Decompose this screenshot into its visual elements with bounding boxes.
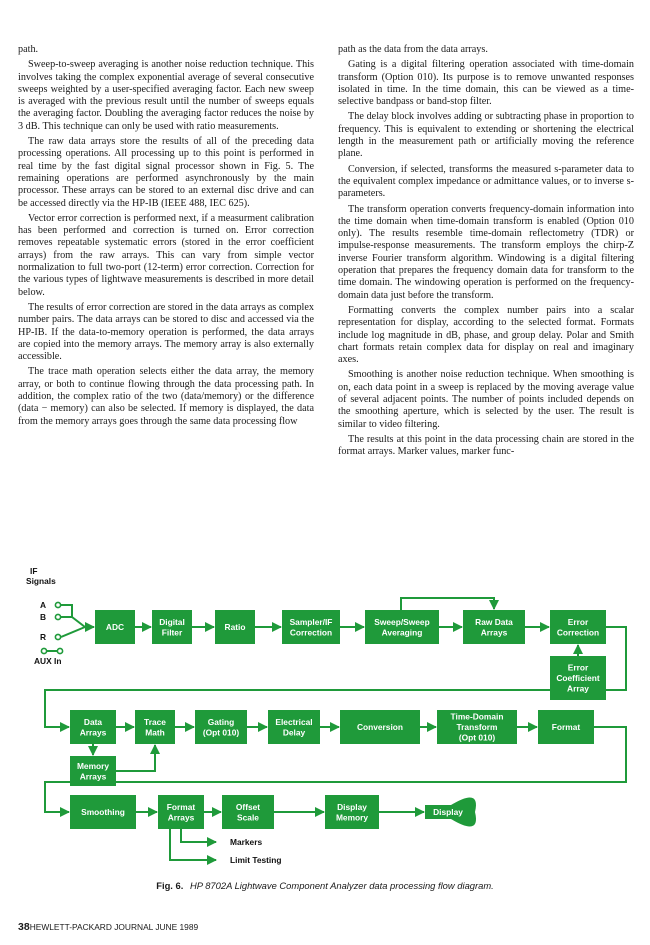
paragraph: The raw data arrays store the results of all of the preceding data processing operations. All processing up to this point is performed in real time by the fast digital signal processor shown in Fig. 5. The remaining operations are performed asynchronously by the main processor. These arrays can be stored to an external disc drive and can be accessed directly via the HP-IB (IEEE 488, IEC 625). <box>18 136 314 209</box>
electrical-delay-block <box>268 710 320 744</box>
figure-label: Fig. 6. <box>156 880 184 891</box>
block-label: Display <box>337 801 367 812</box>
paragraph: Formatting converts the complex number pairs into a scalar representation for display, according to the selected format. Formats include log magnitude in dB, phase, and group delay. Polar and Smith chart formats retain complex data for display on real and imaginary axes. <box>338 304 634 366</box>
block-label: Math <box>145 727 165 738</box>
paragraph: The transform operation converts frequency-domain information into the time domain when time-domain transform is enabled (Option 010 only). The results resemble time-domain reflectometry (TDR) or impulse-response measurements. The transform employs the chirp-Z inverse Fourier transform algorithm. Windowing is a digital filtering operation that prepares the frequency domain data for transform to the time domain. The windowing operation is performed on the frequency-domain data just before the transform. <box>338 203 634 301</box>
block-label: Sweep/Sweep <box>374 616 430 627</box>
format-block <box>538 710 594 744</box>
paragraph: path. <box>18 44 39 55</box>
block-label: Conversion <box>356 722 404 732</box>
block-label: Arrays <box>79 771 107 782</box>
paragraph: The results at this point in the data processing chain are stored in the format arrays. Marker values, marker func- <box>338 433 634 458</box>
figure-caption <box>0 880 650 891</box>
ratio-block <box>215 610 255 644</box>
block-label: Coefficient <box>556 673 600 683</box>
flow-arrow <box>61 605 72 617</box>
block-label: Transform <box>456 722 498 732</box>
block-label: Data <box>83 716 103 727</box>
block-label: Scale <box>237 812 259 823</box>
display-block <box>425 797 476 826</box>
paragraph: Vector error correction is performed next, if a measurment calibration has been performed and correction is turned on. Error correction removes repeatable systematic errors (stored in the error coefficient arrays) from the raw arrays. This can vary from simple vector normalization to full two-port (12-term) error correction. Correction for the various types of lightwave measurements is described in more detail below. <box>18 212 314 298</box>
block-label: Error <box>567 662 589 673</box>
flow-arrow <box>170 829 216 860</box>
limit-testing-label: Limit Testing <box>230 855 282 865</box>
display-memory-block <box>325 795 379 829</box>
paragraph: The results of error correction are stored in the data arrays as complex number pairs. The data arrays can be stored to disc and accessed via the HP-IB. If the data-to-memory operation is performed, the data arrays are copied into the memory arrays. The memory array is also externally accessible. <box>18 301 314 363</box>
trace-math-block <box>135 710 175 744</box>
paragraph: Conversion, if selected, transforms the measured s-parameter data to the equivalent complex impedance or admittance values, or to inverse s-parameters. <box>338 163 634 200</box>
block-label: Array <box>567 683 589 694</box>
block-label: Format <box>551 722 581 732</box>
block-label: Format <box>166 801 196 812</box>
input-b-label: B <box>40 612 47 622</box>
sweep-avg-block <box>365 610 439 644</box>
gating-block <box>195 710 247 744</box>
block-label: Correction <box>556 627 600 638</box>
paragraph: Gating is a digital filtering operation associated with time-domain transform (Option 010). Its purpose is to remove unwanted responses isolated in time. In the time domain, this can be viewed as a time-selective bandpass or band-stop filter. <box>338 59 634 108</box>
paragraph: Smoothing is another noise reduction technique. When smoothing is on, each data point in a sweep is replaced by the moving average value of several adjacent points. The number of points included depends on the smoothing aperture, which is selected by the user. The result is similar to video filtering. <box>338 369 634 430</box>
block-label: Trace <box>144 716 166 727</box>
if-label: IF <box>30 566 38 576</box>
conversion-block <box>340 710 420 744</box>
block-label: Smoothing <box>81 807 125 817</box>
block-label: Raw Data <box>475 616 513 627</box>
block-label: Arrays <box>480 627 508 638</box>
paragraph: The trace math operation selects either the data array, the memory array, or both to continue flowing through the data processing path. In addition, the complex ratio of the two (data/memory) or the difference (data − memory) can also be selected. If memory is displayed, the data from the memory arrays goes through the same data processing flow <box>18 366 314 427</box>
page-number: 38 <box>18 921 30 933</box>
signals-label: Signals <box>26 576 56 586</box>
block-label: (Opt 010) <box>458 732 496 743</box>
block-label: Memory <box>76 760 110 771</box>
block-label: Display <box>433 807 463 817</box>
flow-arrow <box>116 745 155 771</box>
inputs <box>26 566 63 666</box>
markers-label: Markers <box>230 837 263 847</box>
block-label: Offset <box>235 801 261 812</box>
transform-block <box>437 710 517 744</box>
flow-arrow <box>181 829 216 842</box>
input-terminal <box>55 634 60 639</box>
flow-diagram <box>0 560 650 872</box>
paragraph: Sweep-to-sweep averaging is another noise reduction technique. This involves taking the complex exponential average of several consecutive sweeps weighted by a user-specified averaging factor. Each new sweep is averaged with the previous result until the number of sweeps equals the averaging factor. Doubling the averaging factor reduces the noise by 3 dB. This technique can only be used with ratio measurements. <box>18 59 314 132</box>
block-label: Sampler/IF <box>289 616 333 627</box>
block-label: Delay <box>282 727 306 738</box>
block-label: (Opt 010) <box>202 727 240 738</box>
input-terminal <box>55 614 60 619</box>
block-label: Arrays <box>167 812 195 823</box>
error-correction-block <box>550 610 606 644</box>
block-label: Memory <box>335 812 369 823</box>
paragraph: The delay block involves adding or subtracting phase in proportion to frequency. This is equivalent to extending or shortening the electrical length in the measurement path or artificially moving the reference plane. <box>338 111 634 160</box>
input-r-label: R <box>40 632 47 642</box>
input-terminal <box>57 648 62 653</box>
block-label: Filter <box>161 627 183 638</box>
adc-block <box>95 610 135 644</box>
paragraph: path as the data from the data arrays. <box>338 44 488 55</box>
offset-scale-block <box>222 795 274 829</box>
block-label: Arrays <box>79 727 107 738</box>
journal-name: HEWLETT-PACKARD JOURNAL JUNE 1989 <box>29 922 199 932</box>
digital-filter-block <box>152 610 192 644</box>
block-label: Averaging <box>381 627 423 638</box>
smoothing-block <box>70 795 136 829</box>
block-label: Error <box>567 616 589 627</box>
right-column <box>338 44 634 462</box>
flow-arrow <box>72 617 85 627</box>
figure-caption-text: HP 8702A Lightwave Component Analyzer data processing flow diagram. <box>189 880 494 891</box>
page-footer <box>18 921 198 933</box>
flow-arrow <box>61 627 85 637</box>
sampler-block <box>282 610 340 644</box>
block-label: Correction <box>289 627 333 638</box>
block-label: Ratio <box>224 622 246 632</box>
block-label: Time-Domain <box>450 711 504 722</box>
input-terminal <box>41 648 46 653</box>
format-arrays-block <box>158 795 204 829</box>
input-a-label: A <box>40 600 47 610</box>
block-label: ADC <box>105 622 125 632</box>
input-terminal <box>55 602 60 607</box>
flow-arrow <box>401 598 494 610</box>
block-label: Electrical <box>275 716 313 727</box>
block-label: Digital <box>159 616 185 627</box>
memory-arrays-block <box>70 756 116 786</box>
block-label: Gating <box>207 716 235 727</box>
data-arrays-block <box>70 710 116 744</box>
left-column <box>18 44 314 431</box>
raw-data-block <box>463 610 525 644</box>
aux-in-label: AUX In <box>34 656 62 666</box>
error-coeff-block <box>550 656 606 700</box>
